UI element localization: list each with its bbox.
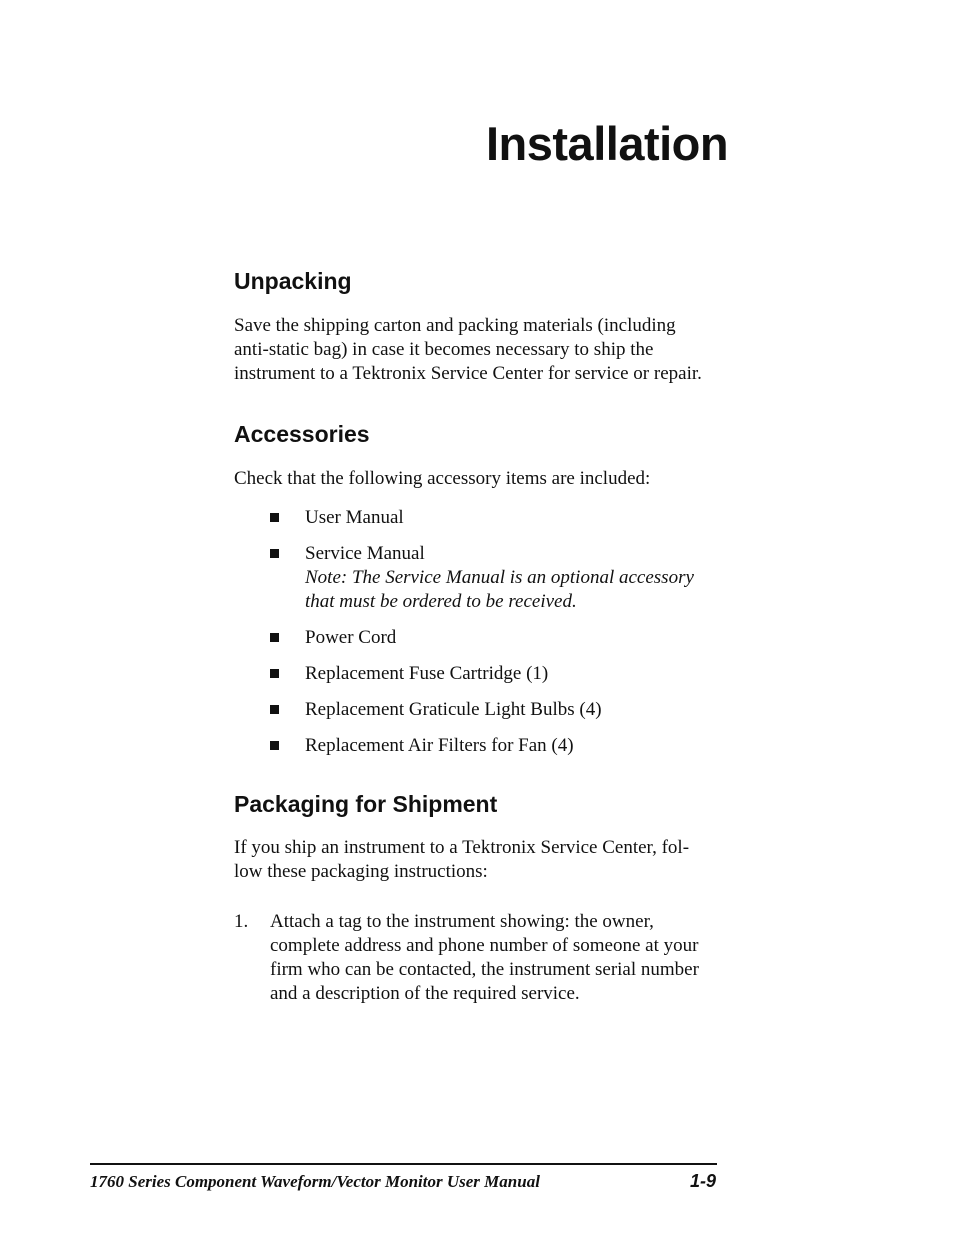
bullet-square-icon <box>270 669 279 678</box>
footer-manual-title: 1760 Series Component Waveform/Vector Monitor User Manual <box>90 1172 540 1191</box>
footer-divider <box>90 1163 717 1165</box>
list-item-label: Power Cord <box>305 627 397 648</box>
footer-page-number: 1-9 <box>690 1171 717 1191</box>
unpacking-paragraph <box>234 314 754 386</box>
step-line: complete address and phone number of someone at your <box>270 935 699 956</box>
heading-unpacking: Unpacking <box>234 268 352 294</box>
bullet-square-icon <box>270 705 279 714</box>
step-line: firm who can be contacted, the instrument serial number <box>270 959 699 980</box>
page-title: Installation <box>486 117 729 170</box>
list-item <box>270 542 750 614</box>
packaging-intro <box>234 836 754 884</box>
paragraph-line: instrument to a Tektronix Service Center for service or repair. <box>234 363 702 384</box>
note-line: Note: The Service Manual is an optional accessory <box>305 567 694 588</box>
paragraph-line: If you ship an instrument to a Tektronix Service Center, fol- <box>234 837 690 858</box>
accessories-intro <box>234 467 754 491</box>
step-line: Attach a tag to the instrument showing: the owner, <box>270 911 654 932</box>
paragraph-line: Save the shipping carton and packing materials (including <box>234 315 676 336</box>
list-item-label: User Manual <box>305 507 404 528</box>
step-text <box>270 910 699 1006</box>
list-item-label: Service Manual <box>305 543 425 564</box>
step-line: and a description of the required service. <box>270 983 580 1004</box>
note-line: that must be ordered to be received. <box>305 591 577 612</box>
heading-accessories: Accessories <box>234 421 370 447</box>
list-item-content <box>305 542 694 614</box>
paragraph-line: anti-static bag) in case it becomes necessary to ship the <box>234 339 654 360</box>
paragraph-line: low these packaging instructions: <box>234 861 488 882</box>
list-item-label: Replacement Air Filters for Fan (4) <box>305 735 574 756</box>
list-item-label: Replacement Graticule Light Bulbs (4) <box>305 699 602 720</box>
list-item-label: Replacement Fuse Cartridge (1) <box>305 663 549 684</box>
step-number: 1. <box>234 911 249 932</box>
bullet-square-icon <box>270 513 279 522</box>
bullet-square-icon <box>270 549 279 558</box>
paragraph-line: Check that the following accessory items are included: <box>234 468 651 489</box>
heading-packaging: Packaging for Shipment <box>234 791 498 817</box>
bullet-square-icon <box>270 633 279 642</box>
bullet-square-icon <box>270 741 279 750</box>
